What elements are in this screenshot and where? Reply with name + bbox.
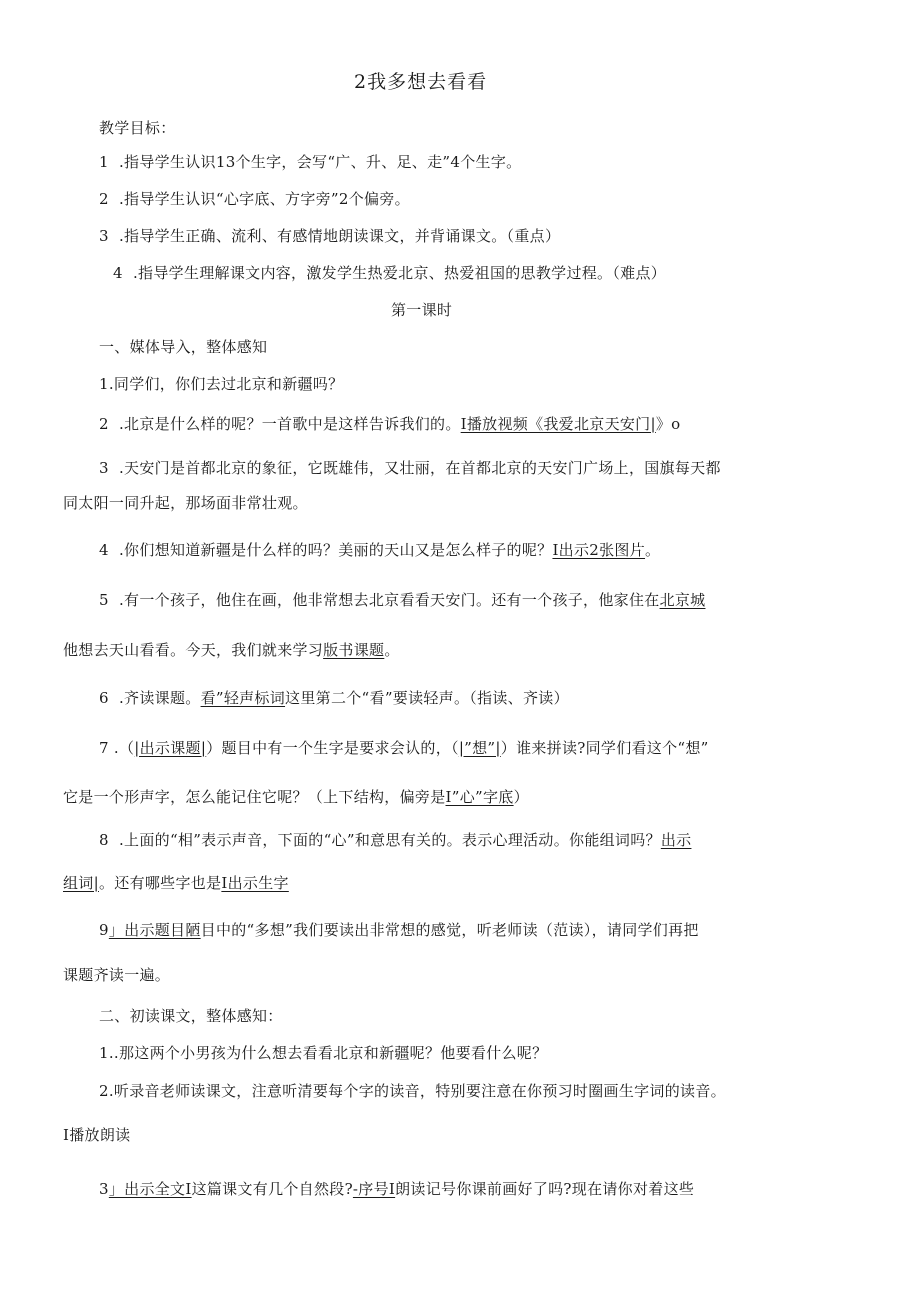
objective-item: 3 .指导学生正确、流利、有感情地朗读课文，并背诵课文。（重点）	[99, 227, 561, 245]
paragraph-text: 他想去天山看看。今天，我们就来学习	[63, 641, 324, 659]
media-cue: |出示课题|	[134, 739, 207, 757]
paragraph-text: 3	[99, 1180, 109, 1198]
media-cue: I播放视频《我爱北京天安门|	[460, 415, 656, 433]
paragraph-text: ）题目中有一个生字是要求会认的，（	[206, 739, 459, 757]
paragraph-text: ）	[513, 788, 529, 806]
paragraph: 2.听录音老师读课文，注意听清要每个字的读音，特别要注意在你预习时圈画生字词的读音。	[99, 1082, 726, 1100]
paragraph	[63, 873, 289, 893]
paragraph-text: 7 .（	[99, 739, 135, 757]
paragraph: 1.同学们，你们去过北京和新疆吗？	[99, 375, 344, 393]
paragraph-text: 目中的“多想”我们要读出非常想的感觉，听老师读（范读），请同学们再把	[200, 921, 699, 939]
paragraph	[99, 540, 660, 560]
paragraph	[99, 414, 680, 434]
paragraph	[99, 738, 709, 758]
paragraph-text: 》o	[655, 415, 681, 433]
paragraph	[63, 640, 400, 660]
paragraph-text: 。	[645, 541, 661, 559]
media-cue: 版书课题	[323, 641, 385, 659]
paragraph-text: 4 .你们想知道新疆是什么样的吗？美丽的天山又是怎么样子的呢？	[99, 541, 553, 559]
paragraph	[63, 787, 529, 807]
paragraph: 3 .天安门是首都北京的象征，它既雄伟，又壮丽，在首都北京的天安门广场上，国旗每天都	[99, 459, 721, 477]
paragraph-text: 2 .北京是什么样的呢？一首歌中是这样告诉我们的。	[99, 415, 461, 433]
paragraph-text: 朗读记号你课前画好了吗?现在请你对着这些	[395, 1180, 695, 1198]
objectives-heading: 教学目标：	[99, 119, 176, 137]
media-cue: I”心”字底	[445, 788, 514, 806]
media-cue: I出示2张图片	[552, 541, 646, 559]
section-heading: 二、初读课文，整体感知：	[99, 1007, 283, 1025]
objective-item: 1 .指导学生认识13个生字，会写“广、升、足、走”4个生字。	[99, 153, 522, 171]
lesson-title: 第一课时	[391, 301, 453, 319]
paragraph-text: 。	[384, 641, 400, 659]
media-cue: I出示生字	[221, 874, 289, 892]
paragraph: 课题齐读一遍。	[63, 966, 171, 984]
paragraph	[99, 830, 691, 850]
paragraph	[99, 1179, 694, 1199]
paragraph-text: 。还有哪些字也是	[98, 874, 222, 892]
paragraph-text: 这里第二个“看”要读轻声。（指读、齐读）	[285, 689, 569, 707]
media-cue: |”想”|	[458, 739, 501, 757]
paragraph-text: 这篇课文有几个自然段?	[191, 1180, 353, 1198]
paragraph	[99, 688, 569, 708]
paragraph	[99, 920, 699, 940]
paragraph-text: 它是一个形声字，怎么能记住它呢？（上下结构，偏旁是	[63, 788, 446, 806]
paragraph: 1..那这两个小男孩为什么想去看看北京和新疆呢？他要看什么呢？	[99, 1044, 548, 1062]
paragraph-text: ）谁来拼读?同学们看这个“想”	[500, 739, 709, 757]
paragraph: 同太阳一同升起，那场面非常壮观。	[63, 494, 308, 512]
objective-item: 2 .指导学生认识“心字底、方字旁”2个偏旁。	[99, 190, 410, 208]
media-cue: I播放朗读	[63, 1126, 131, 1144]
paragraph	[99, 590, 705, 610]
media-cue: 组词|	[63, 874, 99, 892]
paragraph-text: 6 .齐读课题。	[99, 689, 201, 707]
media-cue: 看”轻声标词	[200, 689, 286, 707]
paragraph-text: 8 .上面的“相”表示声音，下面的“心”和意思有关的。表示心理活动。你能组词吗？	[99, 831, 661, 849]
media-cue: 」出示题目陋	[108, 921, 201, 939]
media-cue: 」出示全文I	[108, 1180, 192, 1198]
media-cue: 北京城	[659, 591, 706, 609]
media-cue: 出示	[660, 831, 692, 849]
page-title: 2我多想去看看	[354, 71, 488, 93]
paragraph-text: 5 .有一个孩子，他住在画，他非常想去北京看看天安门。还有一个孩子，他家住在	[99, 591, 660, 609]
media-cue: -序号I	[352, 1180, 396, 1198]
objective-item: 4 .指导学生理解课文内容，激发学生热爱北京、热爱祖国的思教学过程。（难点）	[113, 264, 667, 282]
paragraph-text: 9	[99, 921, 109, 939]
section-heading: 一、媒体导入，整体感知	[99, 338, 268, 356]
